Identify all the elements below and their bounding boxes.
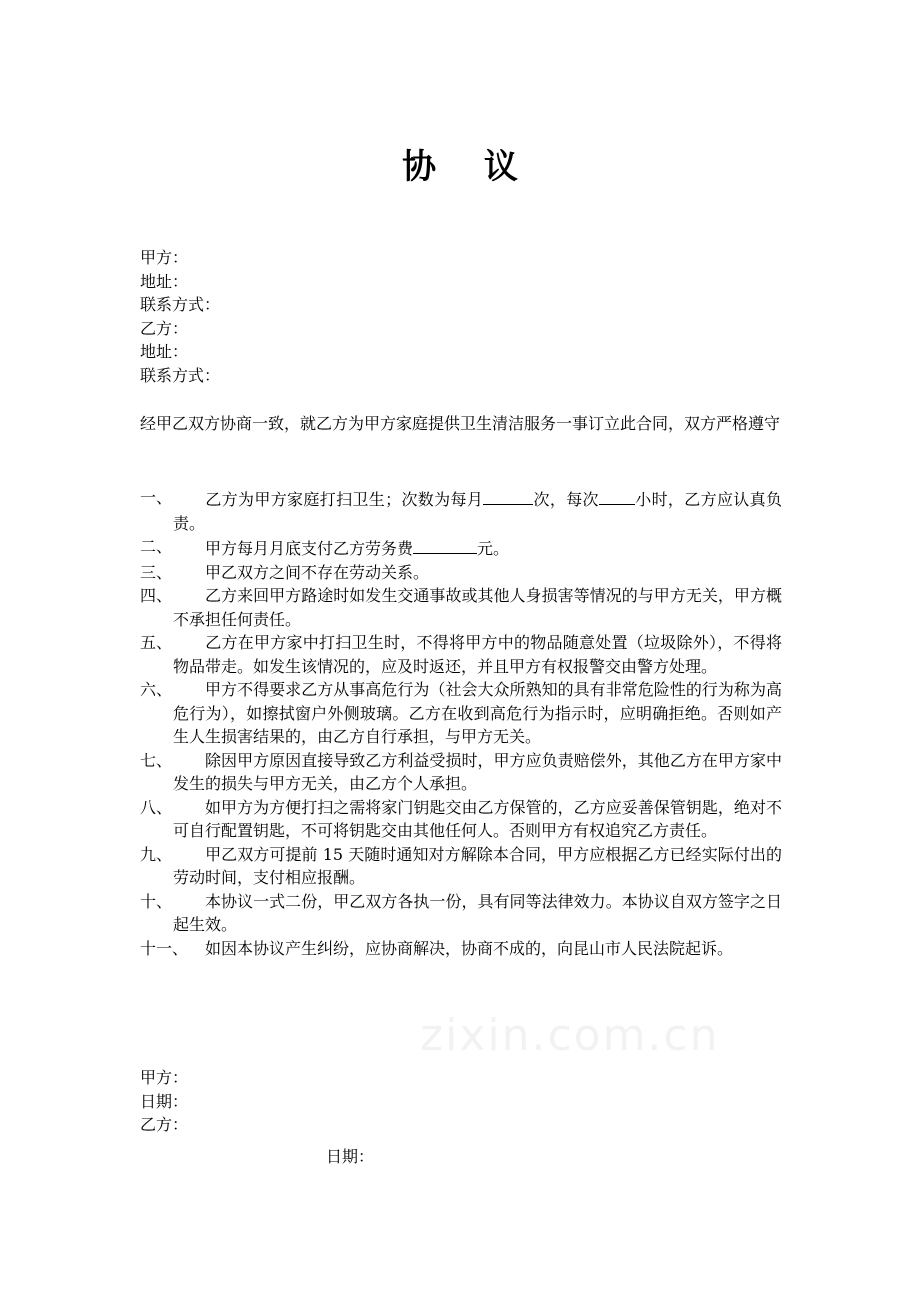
clause-text: 甲乙双方之间不存在劳动关系。 bbox=[205, 562, 430, 582]
party-a-field: 甲方： bbox=[140, 248, 189, 267]
clause-number: 一、 bbox=[140, 488, 173, 507]
signature-date: 日期： bbox=[140, 1091, 189, 1111]
party-a-address-field: 地址： bbox=[140, 271, 189, 291]
party-a-contact-field: 联系方式： bbox=[140, 295, 221, 314]
clause-item bbox=[140, 749, 782, 796]
clause-number: 二、 bbox=[140, 537, 173, 556]
clause-item bbox=[140, 584, 782, 631]
clause-item bbox=[140, 890, 782, 937]
signature-party-a: 甲方： bbox=[140, 1068, 189, 1087]
signature-party-b: 乙方： bbox=[140, 1115, 189, 1134]
times-per-month-blank bbox=[483, 486, 533, 505]
clause-number: 六、 bbox=[140, 680, 173, 699]
document-title: 协 议 bbox=[402, 147, 536, 187]
clause-text: 乙方在甲方家中打扫卫生时，不得将甲方中的物品随意处置（垃圾除外），不得将物品带走。如发生该情况的，应及时返还，并且甲方有权报警交由警方处理。 bbox=[173, 633, 782, 676]
clause-item bbox=[140, 843, 782, 890]
clause-item bbox=[140, 937, 782, 961]
clause-text: 如因本协议产生纠纷，应协商解决，协商不成的，向昆山市人民法院起诉。 bbox=[205, 938, 734, 958]
party-b-field: 乙方： bbox=[140, 318, 189, 338]
party-b-address-field: 地址： bbox=[140, 342, 189, 361]
clause-item bbox=[140, 631, 782, 678]
watermark: zixin.com.cn bbox=[420, 1010, 720, 1061]
clause-text: 如甲方为方便打扫之需将家门钥匙交由乙方保管的，乙方应妥善保管钥匙，绝对不可自行配置钥匙，不可将钥匙交由其他任何人。否则甲方有权追究乙方责任。 bbox=[173, 797, 782, 840]
clause-text: 乙方来回甲方路途时如发生交通事故或其他人身损害等情况的与甲方无关，甲方概不承担任何责任。 bbox=[173, 586, 782, 629]
intro-paragraph: 经甲乙双方协商一致，就乙方为甲方家庭提供卫生清洁服务一事订立此合同，双方严格遵守 bbox=[140, 414, 781, 433]
clause-number: 五、 bbox=[140, 633, 173, 652]
clause-item bbox=[140, 486, 782, 535]
clause-text: 乙方为甲方家庭打扫卫生；次数为每月 次，每次 小时，乙方应认真负责。 bbox=[173, 490, 782, 533]
party-b-contact-field: 联系方式： bbox=[140, 365, 221, 385]
hours-per-visit-blank bbox=[599, 486, 635, 505]
clause-text: 甲方不得要求乙方从事高危行为（社会大众所熟知的具有非常危险性的行为称为高危行为），如擦拭窗户外侧玻璃。乙方在收到高危行为指示时，应明确拒绝。否则如产生人生损害结果的，由乙方自行承担，与甲方无关。 bbox=[173, 680, 782, 746]
clause-text: 除因甲方原因直接导致乙方利益受损时，甲方应负责赔偿外，其他乙方在甲方家中发生的损失与甲方无关，由乙方个人承担。 bbox=[173, 750, 782, 793]
clause-number: 八、 bbox=[140, 797, 173, 817]
clause-item bbox=[140, 535, 782, 561]
clause-number: 三、 bbox=[140, 562, 173, 582]
clause-number: 十一、 bbox=[140, 938, 189, 958]
clause-text: 甲方每月月底支付乙方劳务费 元。 bbox=[173, 539, 509, 558]
clause-number: 四、 bbox=[140, 586, 173, 605]
signature-block bbox=[140, 1066, 188, 1137]
service-fee-blank bbox=[413, 535, 477, 554]
clause-text: 甲乙双方可提前 15 天随时通知对方解除本合同，甲方应根据乙方已经实际付出的劳动时间，支付相应报酬。 bbox=[173, 844, 782, 887]
clause-number: 七、 bbox=[140, 750, 173, 770]
clause-list bbox=[140, 486, 782, 960]
clause-number: 十、 bbox=[140, 891, 173, 911]
clause-number: 九、 bbox=[140, 844, 173, 864]
clause-item bbox=[140, 796, 782, 843]
clause-item bbox=[140, 678, 782, 749]
clause-text: 本协议一式二份，甲乙双方各执一份，具有同等法律效力。本协议自双方签字之日起生效。 bbox=[173, 891, 782, 934]
clause-item bbox=[140, 561, 782, 585]
signature-date-party-b: 日期： bbox=[326, 1147, 375, 1166]
party-info-block bbox=[140, 246, 220, 387]
